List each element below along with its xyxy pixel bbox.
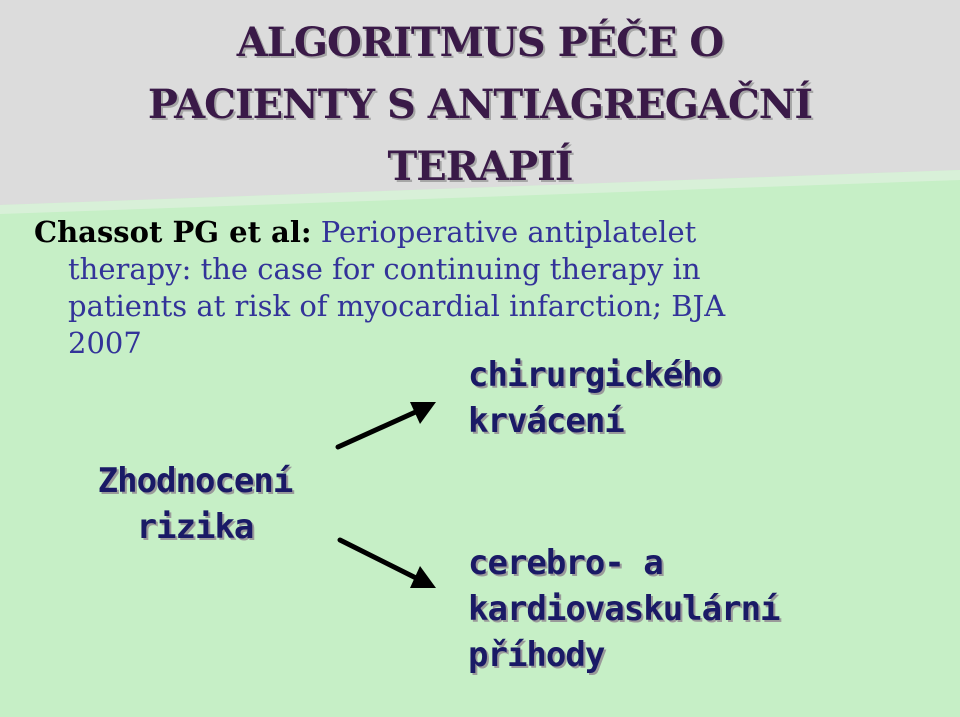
title-line: TERAPIÍ (387, 143, 573, 190)
citation-line: 2007 (68, 326, 142, 360)
outcome-bleeding-line: chirurgického (468, 355, 722, 395)
citation-author: Chassot PG et al: (34, 215, 312, 249)
risk-assessment-line: Zhodnocení (97, 461, 293, 501)
arrow-down-icon (340, 540, 436, 588)
arrow-up-icon (338, 402, 436, 447)
title-line: PACIENTY S ANTIAGREGAČNÍ (147, 81, 813, 128)
outcome-bleeding-line: krvácení (468, 401, 624, 441)
title-line: ALGORITMUS PÉČE O (236, 19, 724, 66)
outcome-events-line: kardiovaskulární (468, 589, 780, 629)
risk-assessment-line: rizika (136, 507, 254, 547)
outcome-events-line: příhody (468, 635, 605, 675)
citation-title-start: Perioperative antiplatelet (311, 215, 697, 249)
citation-line: patients at risk of myocardial infarction; BJA (68, 289, 726, 323)
outcome-events-line: cerebro- a (468, 543, 663, 583)
citation-line: therapy: the case for continuing therapy in (68, 252, 701, 286)
